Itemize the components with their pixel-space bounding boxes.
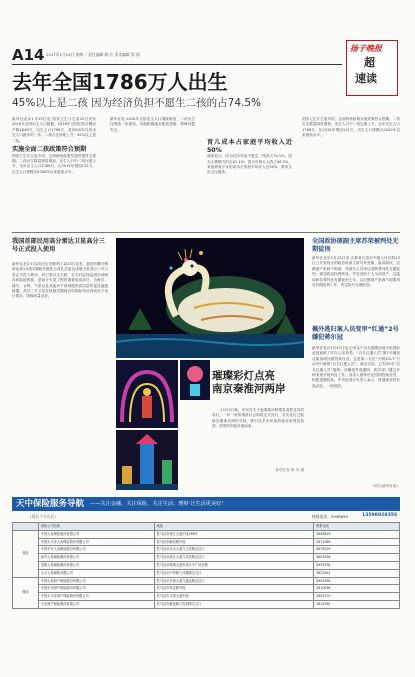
subheadline: 45%以上是二孩 因为经济负担不愿生二孩的占74.5% — [12, 97, 262, 109]
table-cell: 中国人民财产保险股份有限公司 — [38, 577, 154, 585]
left-article-body: 新华社北京1月23日电 国防科工局23日宣布，我国首颗分辨率达到1米的C频段多极化合成孔径雷达成像卫星高分三号卫星正式投入使用。该卫星可全天候、全天时监视监测全球海洋和陆地资源，是高分专项工程的重要组成部分，为海洋、减灾、水利、气象以及其他多个领域提供高质量的雷达遥感数据。高分三号卫星在轨测试期间各项指标均达到或优于设计要求，图像质量良好。 — [12, 262, 108, 299]
table-cell: 驻马店市解放路中段 — [154, 538, 314, 546]
main-para-3: 新华社电 2016年全国出生人口继续增加，二孩出生比例进一步提高，各地积极落实配套措施，保障母婴安全。 — [110, 117, 195, 132]
table-row — [13, 561, 400, 569]
right-article-2-credit: （综合新华社电） — [371, 484, 400, 488]
table-row — [13, 593, 400, 601]
table-header-cell: 联系电话 — [314, 523, 400, 531]
table-cell: 2671088 — [314, 538, 400, 546]
right-article-2-body: 新华社北京1月23日电 记者从中央反腐败协调小组国际追逃追赃工作办公室获悉，“百名红通人员”第2号嫌犯从新加坡回国投案自首。这是第二名在“天网2017”行动中归案的“百名红通人员”。截至目前，已有39名“百名红通人员”落网。该嫌犯外逃期间，相关部门通过多种渠道开展劝返工作，其本人最终决定回国投案自首，积极退缴赃款。中央追逃办负责人表示，将继续坚持有逃必追、一追到底。 — [312, 346, 400, 388]
lantern-arch-image — [116, 360, 178, 428]
table-cell: 驻马店市文明大道中段 — [154, 593, 314, 601]
insurance-phone-2: 13598928356 — [362, 513, 398, 518]
table-cell: 新华人寿保险股份有限公司 — [38, 554, 154, 562]
table-cell: 驻马店市练江大道中段168号 — [154, 530, 314, 538]
table-group-label: 寿险 — [13, 530, 39, 577]
table-cell: 驻马店市驿城大道中段天中广场北侧 — [154, 561, 314, 569]
table-cell: 驻马店市中华路与开源路交叉口 — [154, 569, 314, 577]
main-article-col1 — [12, 117, 96, 228]
table-cell: 驻马店市乐山大道与文化路交叉口 — [154, 546, 314, 554]
table-cell: 中国平安财产保险股份有限公司 — [38, 585, 154, 593]
table-cell: 2610096 — [314, 585, 400, 593]
column-name-2: 速读 — [355, 72, 377, 85]
main-para-1-continued: 国家卫生计生委介绍，全面两孩政策实施效果符合预期。二孩出生数量明显增加，出生人口中二孩比重上升，全年出生人口1786万，比2015年增加131万，出生人口规模为2000年以来最高水平。 — [302, 117, 400, 138]
table-cell: 中国太平洋财产保险股份有限公司 — [38, 593, 154, 601]
table-cell: 驻马店市风光路中段 — [154, 585, 314, 593]
main-article-col4 — [302, 117, 400, 228]
table-cell: 2658819 — [314, 530, 400, 538]
table-group-label: 财险 — [13, 577, 39, 608]
table-row — [13, 546, 400, 554]
table-cell: 天安财产保险股份有限公司 — [38, 600, 154, 608]
lantern-photo-small-2 — [116, 430, 178, 490]
table-cell: 2939336 — [314, 561, 400, 569]
table-row — [13, 538, 400, 546]
page-number: A14 — [12, 46, 45, 64]
table-header-cell: 保险公司名称 — [38, 523, 154, 531]
logo-box — [346, 40, 398, 96]
table-cell: 2879019 — [314, 546, 400, 554]
photo-caption-line-2: 南京秦淮河两岸 — [212, 383, 286, 395]
main-article-col2 — [110, 117, 195, 228]
photo-caption-box — [212, 360, 304, 490]
main-para-2: 调查显示，因为经济负担不愿生二孩的占74.5%，因为太费精力的占61.1%，因为年龄太大的占46.3%。家庭养育子女的成本占家庭平均收入近50%，教育支出占比最高。 — [207, 154, 292, 175]
main-subhead-2: 育儿成本占家庭平均收入近50% — [207, 139, 292, 154]
table-cell: 太平人寿保险有限公司 — [38, 569, 154, 577]
lantern-photo-main — [116, 238, 304, 358]
right-article-1-title: 全国政协原副主席苏荣被判处无期徒刑 — [312, 238, 399, 253]
main-lead: 新华社北京1月23日电 国家卫生计生委22日发布2016年全国出生人口数据。2016年全国住院分娩活产数1846万，出生人口1786万，是2000年以来出生人口最多的一年。二孩占比持续上升，45%以上是二孩。 — [12, 117, 96, 143]
main-para-1: 国家卫生计生委介绍，全面两孩政策实施效果符合预期。二孩出生数量明显增加，出生人口中二孩比重上升，全年出生人口1786万，比2015年增加131万，出生人口规模为2000年以来最高水平。 — [12, 153, 96, 174]
table-cell: 2955056 — [314, 577, 400, 585]
insurance-banner — [12, 497, 400, 511]
table-cell: 驻马店市开源大道与通达路交叉口 — [154, 577, 314, 585]
table-cell: 中国人寿保险股份有限公司 — [38, 530, 154, 538]
right-article-2-title: 佩外逃归案人员变审“红通”2号嫌犯蒋尔冠 — [312, 326, 399, 341]
insurance-table-wrap — [12, 522, 400, 609]
insurance-title: 天中保险服务导航 — [16, 499, 85, 509]
lantern-photo-small-1 — [116, 360, 178, 428]
table-cell: 2602958 — [314, 554, 400, 562]
insurance-slogan: ——关注金融、关注保险、关注生活；理财·让生活更美好！ — [90, 501, 227, 507]
table-row — [13, 569, 400, 577]
newspaper-logo: 扬子晚报 — [350, 43, 382, 53]
table-row — [13, 577, 400, 585]
column-name-1: 超 — [364, 56, 375, 69]
table-cell: 中国平安人寿保险股份有限公司 — [38, 546, 154, 554]
main-article-col3 — [207, 117, 292, 228]
lantern-tower-image — [116, 430, 178, 490]
insurance-table — [12, 522, 400, 609]
table-row — [13, 600, 400, 608]
table-cell: 驻马店市练江大道与雪松路交叉口 — [154, 554, 314, 562]
right-article-1-body: 新华社北京1月23日电 吉林省长春市中级人民法院23日公开宣判全国政协原副主席苏荣受贿、滥用职权、巨额财产来源不明案，对被告人苏荣以受贿罪判处无期徒刑，剥夺政治权利终身，并处没收个人全部财产；以滥用职权罪判处有期徒刑七年；以巨额财产来源不明罪判处有期徒刑十年，决定执行无期徒刑。 — [312, 256, 400, 288]
table-row — [13, 530, 400, 538]
table-cell: 泰康人寿保险股份有限公司 — [38, 561, 154, 569]
table-row — [13, 554, 400, 562]
photo-caption-text: 1月23日晚，市民在夫子庙秦淮河畔观赏造型各异的彩灯。一年一度的秦淮灯会即将正式亮灯，各类花灯已陆续在秦淮河两岸亮相，吸引众多市民和游客前来观赏拍照，浓浓的年味扑面而来。 — [212, 408, 304, 429]
insurance-table-header — [13, 523, 400, 531]
peacock-lantern-image — [116, 238, 304, 358]
table-header-cell: 地址 — [154, 523, 314, 531]
photo-credit: 新华社发 杨 苏 摄 — [275, 468, 304, 472]
table-cell: 3825562 — [314, 569, 400, 577]
section-rule — [12, 232, 400, 233]
insurance-subnote: (排名不分先后) — [30, 514, 56, 519]
photo-caption-line-1: 璀璨彩灯点亮 — [212, 370, 275, 382]
lantern-photo-small-3 — [180, 360, 210, 400]
table-cell: 驻马店市解放路与雪松路交叉口 — [154, 600, 314, 608]
table-cell: 2600370 — [314, 593, 400, 601]
table-cell: 2812090 — [314, 600, 400, 608]
masthead-rule — [12, 64, 342, 65]
insurance-phone-1: 热线电话：2998659 — [312, 514, 348, 519]
left-article-title: 我国首部民用高分雷达卫星高分三号正式投入使用 — [12, 238, 105, 253]
headline: 去年全国1786万人出生 — [12, 70, 228, 94]
table-row — [13, 585, 400, 593]
lantern-detail-image — [180, 360, 210, 400]
main-subhead-1: 实施全面二孩政策符合预期 — [12, 146, 87, 154]
table-header-cell — [13, 523, 39, 531]
table-cell: 中国太平洋人寿保险股份有限公司 — [38, 538, 154, 546]
date-line: 2017年1月24日 星期二 责任编辑 颜 红 美术编辑 徐 翔 — [46, 52, 140, 57]
